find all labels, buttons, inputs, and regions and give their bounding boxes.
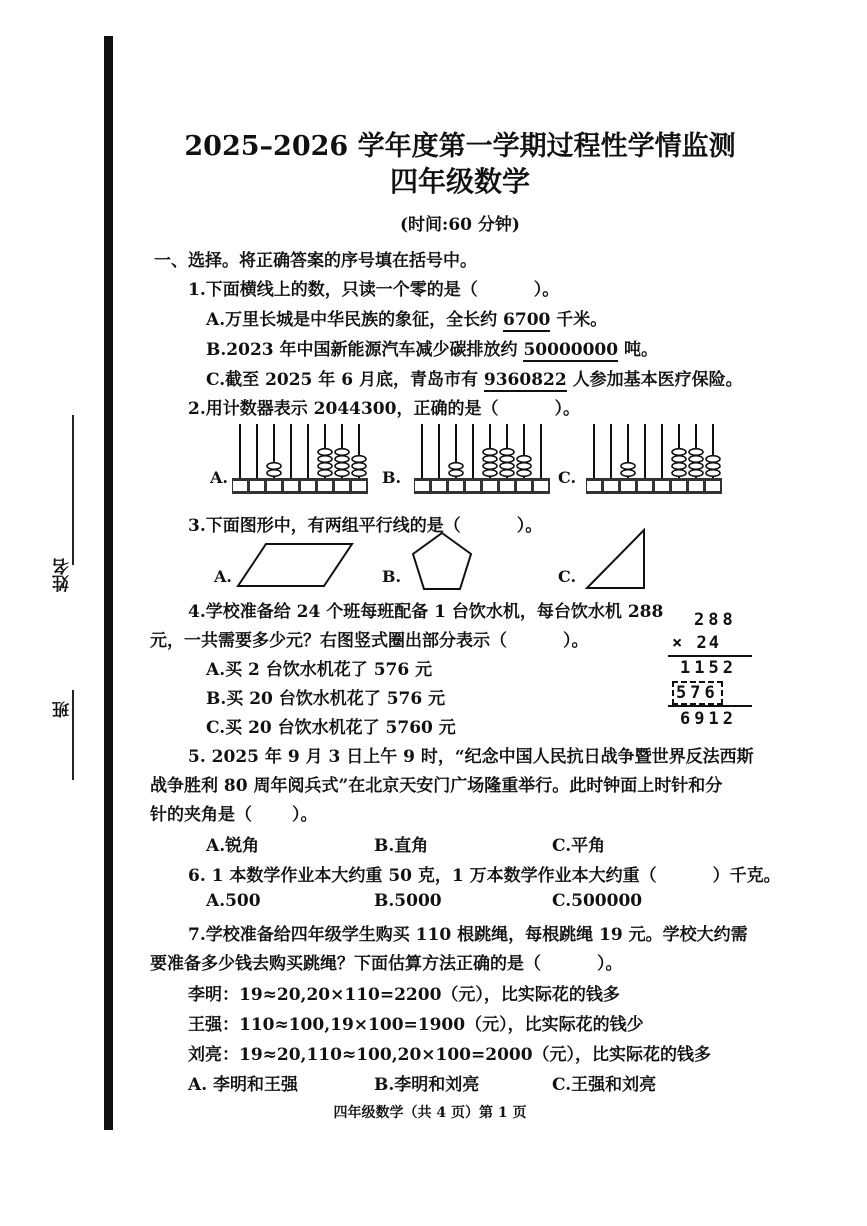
- abacus-bead: [689, 463, 703, 470]
- q5-line2: 战争胜利 80 周年阅兵式”在北京天安门广场隆重举行。此时钟面上时针和分: [150, 776, 723, 796]
- place-value-cell: [449, 481, 463, 491]
- abacus-bead: [500, 463, 514, 470]
- q6-stem: [188, 861, 781, 886]
- q2-stem: [188, 394, 580, 419]
- place-value-cell: [415, 481, 429, 491]
- calc-result: 6912: [680, 709, 737, 729]
- q2-stem-text: 2.用计数器表示 2044300，正确的是（: [188, 399, 499, 419]
- q1-option-b: [206, 335, 658, 360]
- place-value-cell: [517, 481, 531, 491]
- time-note: (时间:60 分钟): [400, 215, 520, 235]
- q1-b-text: B.2023 年中国新能源汽车减少碳排放约: [206, 340, 524, 360]
- calc-partial-2-circled: 576: [672, 681, 723, 705]
- abacus-bead: [335, 456, 349, 463]
- abacus-bead: [267, 470, 281, 477]
- abacus-bead: [318, 463, 332, 470]
- q4-option-c: C.买 20 台饮水机花了 5760 元: [206, 718, 456, 738]
- q7-option-b: B.李明和刘亮: [374, 1075, 480, 1095]
- place-value-cell: [706, 481, 720, 491]
- abacus-bead: [352, 456, 366, 463]
- q6-stem-text: 6. 1 本数学作业本大约重 50 克，1 万本数学作业本大约重（: [188, 866, 657, 886]
- right-triangle-shape: [584, 528, 648, 590]
- q6-stem-end: ）千克。: [712, 866, 781, 886]
- q1-a-underlined-number: 6700: [503, 310, 551, 330]
- q1-c-underlined-number: 9360822: [483, 370, 567, 390]
- place-value-cell: [267, 481, 281, 491]
- abacus-bead: [352, 470, 366, 477]
- place-value-cell: [621, 481, 635, 491]
- q7-option-c: C.王强和刘亮: [552, 1075, 657, 1095]
- abacus-c: [584, 420, 724, 498]
- abacus-bead: [352, 463, 366, 470]
- place-value-cell: [335, 481, 349, 491]
- abacus-bead: [318, 470, 332, 477]
- abacus-bead: [500, 470, 514, 477]
- name-label: 姓名: [53, 558, 73, 592]
- q6-option-a: A.500: [206, 891, 261, 911]
- place-value-cell: [301, 481, 315, 491]
- q1-stem: [188, 275, 559, 300]
- abacus-bead: [449, 470, 463, 477]
- abacus-bead: [318, 456, 332, 463]
- exam-title: 2025–2026 学年度第一学期过程性学情监测: [184, 131, 736, 162]
- q7-wangqiang-method: 王强：110≈100,19×100=1900（元），比实际花的钱少: [188, 1015, 644, 1035]
- abacus-bead: [318, 449, 332, 456]
- abacus-bead: [500, 456, 514, 463]
- q1-option-c: [206, 365, 743, 390]
- abacus-bead: [706, 463, 720, 470]
- q1-c-text: C.截至 2025 年 6 月底，青岛市有: [206, 370, 484, 390]
- q3-option-a-label: A.: [214, 567, 232, 586]
- abacus-bead: [335, 470, 349, 477]
- place-value-cell: [587, 481, 601, 491]
- q1-b-unit: 吨。: [618, 340, 659, 360]
- calc-line-1: [668, 655, 752, 657]
- abacus-bead: [517, 470, 531, 477]
- abacus-bead: [621, 470, 635, 477]
- abacus-bead: [706, 470, 720, 477]
- place-value-cell: [318, 481, 332, 491]
- q3-stem-text: 3.下面图形中，有两组平行线的是（: [188, 516, 461, 536]
- q1-b-underlined-number: 50000000: [523, 340, 619, 360]
- q3-stem: [188, 511, 542, 536]
- q6-option-b: B.5000: [374, 891, 442, 911]
- place-value-cell: [250, 481, 264, 491]
- q7-liming-method: 李明：19≈20,20×110=2200（元），比实际花的钱多: [188, 985, 620, 1005]
- q5-line1: 5. 2025 年 9 月 3 日上午 9 时，“纪念中国人民抗日战争暨世界反法西斯: [188, 747, 754, 767]
- q7-stem-end: ）。: [597, 954, 623, 974]
- place-value-cell: [604, 481, 618, 491]
- place-value-cell: [500, 481, 514, 491]
- class-label: 班: [53, 701, 73, 719]
- abacus-b: [412, 420, 552, 498]
- calc-partial-1: 1152: [680, 658, 737, 678]
- abacus-bead: [483, 463, 497, 470]
- abacus-bead: [483, 470, 497, 477]
- abacus-bead: [517, 463, 531, 470]
- abacus-bead: [517, 456, 531, 463]
- pentagon-shape: [410, 530, 474, 592]
- q1-stem-text: 1.下面横线上的数，只读一个零的是（: [188, 280, 478, 300]
- place-value-cell: [284, 481, 298, 491]
- q5-stem-end: ）。: [292, 805, 318, 825]
- q5-option-b: B.直角: [374, 836, 429, 856]
- q4-stem-end: ）。: [563, 631, 589, 651]
- q4-stem-line1: 4.学校准备给 24 个班每班配备 1 台饮水机，每台饮水机 288: [188, 602, 664, 622]
- abacus-bead: [483, 456, 497, 463]
- q3-option-c-label: C.: [558, 567, 577, 586]
- calc-multiplicand: 288: [694, 610, 737, 630]
- place-value-cell: [466, 481, 480, 491]
- place-value-cell: [534, 481, 548, 491]
- q4-stem-text: 元，一共需要多少元？右图竖式圈出部分表示（: [150, 631, 507, 651]
- place-value-cell: [352, 481, 366, 491]
- q7-stem-text: 要准备多少钱去购买跳绳？下面估算方法正确的是（: [150, 954, 541, 974]
- q4-stem-line2: [150, 626, 589, 651]
- place-value-cell: [655, 481, 669, 491]
- section-heading: 一、选择。将正确答案的序号填在括号中。: [154, 251, 477, 271]
- q5-line3: [150, 800, 318, 825]
- binding-margin-bar: [104, 36, 113, 1130]
- calc-multiplier: × 24: [672, 633, 721, 653]
- abacus-bead: [335, 463, 349, 470]
- q7-option-a: A. 李明和王强: [188, 1075, 299, 1095]
- place-value-cell: [672, 481, 686, 491]
- abacus-bead: [672, 456, 686, 463]
- exam-subtitle: 四年级数学: [389, 165, 530, 198]
- place-value-cell: [233, 481, 247, 491]
- abacus-a: [230, 420, 370, 498]
- q5-stem-text: 针的夹角是（: [150, 805, 252, 825]
- q4-option-b: B.买 20 台饮水机花了 576 元: [206, 689, 446, 709]
- q4-option-a: A.买 2 台饮水机花了 576 元: [206, 660, 433, 680]
- q5-option-a: A.锐角: [206, 836, 260, 856]
- abacus-bead: [672, 463, 686, 470]
- name-blank-line: [72, 415, 74, 565]
- abacus-bead: [449, 463, 463, 470]
- abacus-bead: [621, 463, 635, 470]
- q3-option-b-label: B.: [382, 567, 402, 586]
- abacus-bead: [672, 470, 686, 477]
- abacus-bead: [500, 449, 514, 456]
- place-value-cell: [638, 481, 652, 491]
- q1-a-unit: 千米。: [550, 310, 608, 330]
- abacus-bead: [689, 470, 703, 477]
- q5-option-c: C.平角: [552, 836, 606, 856]
- q2-option-b-label: B.: [382, 468, 402, 487]
- q7-liuliang-method: 刘亮：19≈20,110≈100,20×100=2000（元），比实际花的钱多: [188, 1045, 712, 1065]
- q1-c-unit: 人参加基本医疗保险。: [566, 370, 743, 390]
- place-value-cell: [689, 481, 703, 491]
- place-value-cell: [432, 481, 446, 491]
- q6-option-c: C.500000: [552, 891, 643, 911]
- page-footer: 四年级数学（共 4 页）第 1 页: [333, 1105, 527, 1121]
- abacus-bead: [672, 449, 686, 456]
- calc-line-2: [668, 705, 752, 707]
- abacus-bead: [689, 456, 703, 463]
- q7-line2: [150, 949, 623, 974]
- abacus-bead: [483, 449, 497, 456]
- abacus-bead: [689, 449, 703, 456]
- q1-option-a: [206, 305, 607, 330]
- q7-line1: 7.学校准备给四年级学生购买 110 根跳绳，每根跳绳 19 元。学校大约需: [188, 925, 748, 945]
- abacus-bead: [706, 456, 720, 463]
- q3-stem-end: ）。: [516, 516, 543, 536]
- q2-stem-end: ）。: [554, 399, 580, 419]
- q2-option-c-label: C.: [558, 468, 577, 487]
- abacus-bead: [335, 449, 349, 456]
- q2-option-a-label: A.: [210, 468, 228, 487]
- place-value-cell: [483, 481, 497, 491]
- parallelogram-shape: [236, 540, 356, 590]
- q1-stem-end: ）。: [533, 280, 560, 300]
- q1-a-text: A.万里长城是中华民族的象征，全长约: [206, 310, 504, 330]
- abacus-bead: [267, 463, 281, 470]
